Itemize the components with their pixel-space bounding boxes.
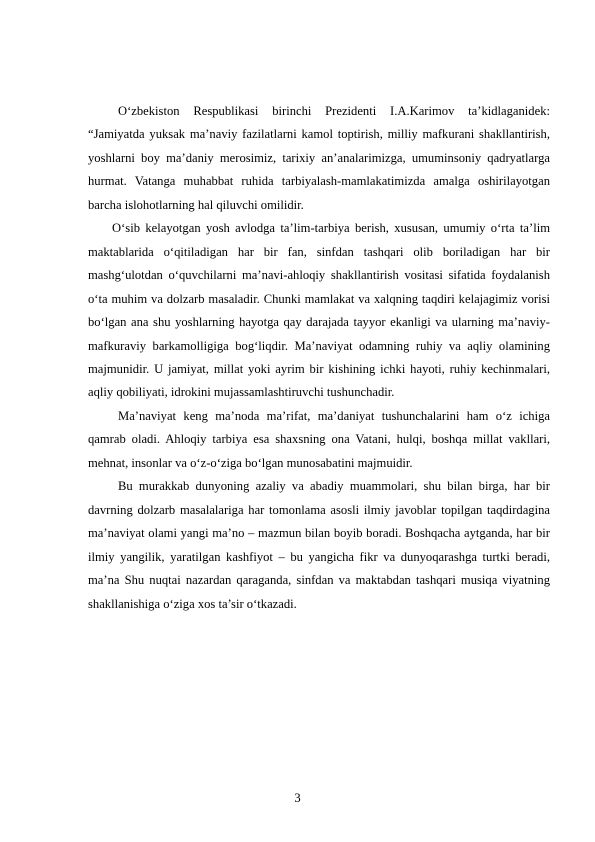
body-text xyxy=(88,100,550,616)
paragraph-quote-karimov: O‘zbekiston Respublikasi birinchi Prezidenti I.A.Karimov ta’kidlaganidek: “Jamiyatda yuksak ma’naviy fazilatlarni kamol toptirish, milliy mafkurani shakllantirish, yoshlarni boy ma’daniy merosimiz, tarixiy an’analarimizga, umuminsoniy qadryatlarga hurmat. Vatanga muhabbat ruhida tarbiyalash-mamlakatimizda amalga oshirilayotgan barcha islohotlarning hal qiluvchi omilidir. xyxy=(88,104,550,212)
paragraph-scientific-answers: Bu murakkab dunyoning azaliy va abadiy muammolari, shu bilan birga, har bir davrning dolzarb masalalariga har tomonlama asosli ilmiy javoblar topilgan taqdirdagina ma’naviyat olami yangi ma’no – mazmun bilan boyib boradi. Boshqacha aytganda, har bir ilmiy yangilik, yaratilgan kashfiyot – bu yangicha fikr va dunyoqarashga turtki beradi, ma’na Shu nuqtai nazardan qaraganda, sinfdan va maktabdan tashqari musiqa viyatning shakllanishiga o‘ziga xos ta’sir o‘tkazadi. xyxy=(88,479,550,611)
paragraph-youth-education: O‘sib kelayotgan yosh avlodga ta’lim-tarbiya berish, xususan, umumiy o‘rta ta’lim maktablarida o‘qitiladigan har bir fan, sinfdan tashqari olib boriladigan har bir mashg‘ulotdan o‘quvchilarni ma’navi-ahloqiy shakllantirish vositasi sifatida foydalanish o‘ta muhim va dolzarb masaladir. Chunki mamlakat va xalqning taqdiri kelajagimiz vorisi bo‘lgan ana shu yoshlarning hayotga qay darajada tayyor ekanligi va ularning ma’naviy-mafkuraviy barkamolligiga bog‘liqdir. Ma’naviyat odamning ruhiy va aqliy olamining majmunidir. U jamiyat, millat yoki ayrim bir kishining ichki hayoti, ruhiy kechinmalari, aqliy qobiliyati, idrokini mujassamlashtiruvchi tushunchadir. xyxy=(88,221,550,400)
paragraph-spirituality: Ma’naviyat keng ma’noda ma’rifat, ma’daniyat tushunchalarini ham o‘z ichiga qamrab oladi. Ahloqiy tarbiya esa shaxsning ona Vatani, hulqi, boshqa millat vakllari, mehnat, insonlar va o‘z-o‘ziga bo‘lgan munosabatini majmuidir. xyxy=(88,408,550,470)
page-number: 3 xyxy=(294,791,301,805)
